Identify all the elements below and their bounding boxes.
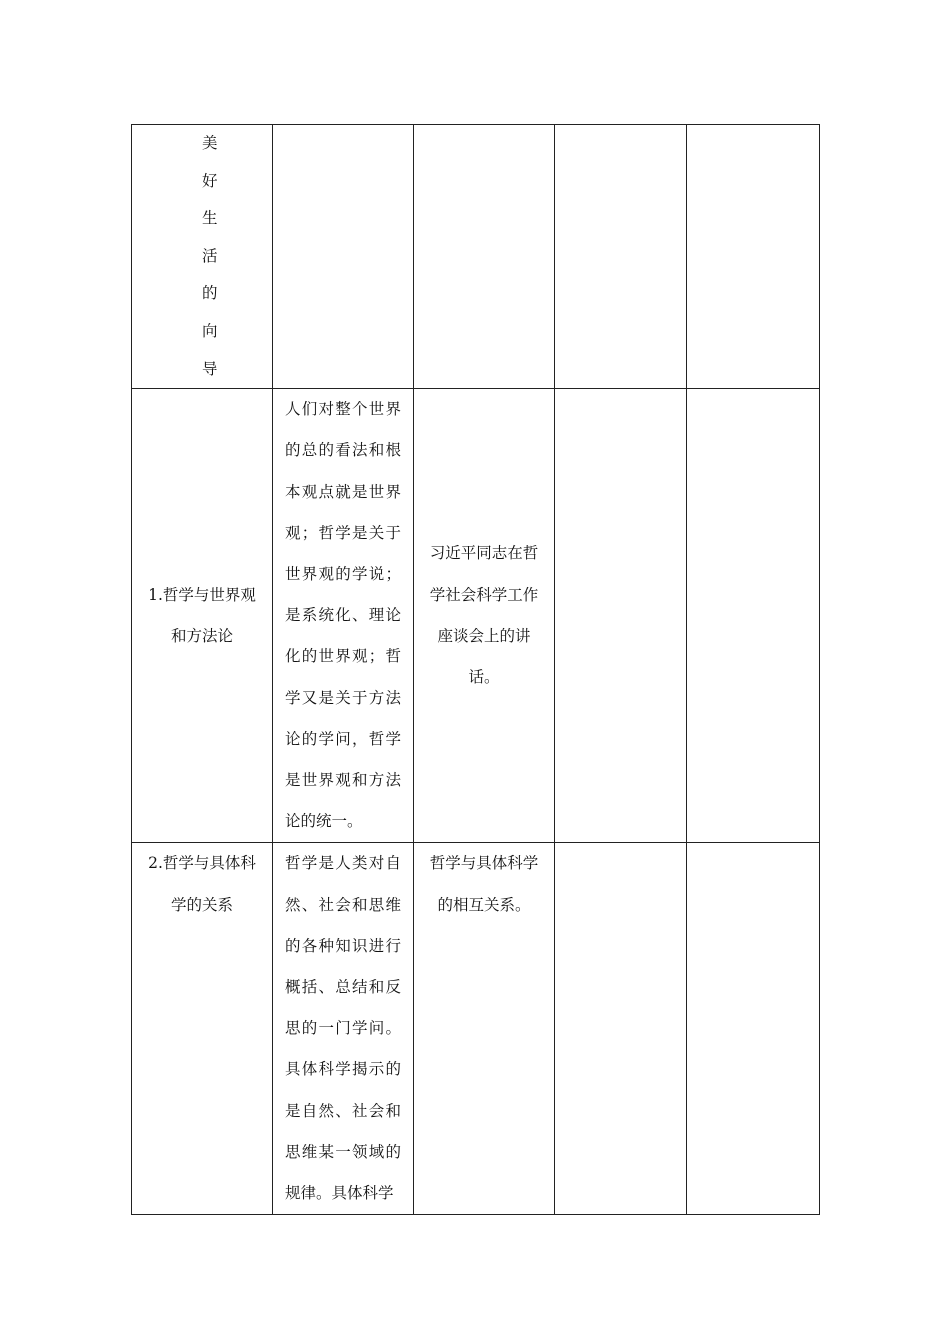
topic-cell: 1.哲学与世界观和方法论 [132, 389, 273, 843]
table-row [132, 125, 820, 389]
table-row [132, 389, 820, 843]
content-cell: 哲学是人类对自然、社会和思维的各种知识进行概括、总结和反思的一门学问。具体科学揭示的是自然、社会和思维某一领域的规律。具体科学 [273, 843, 414, 1215]
table-row [132, 843, 820, 1215]
empty-cell [687, 389, 820, 843]
empty-cell [687, 125, 820, 389]
material-cell: 哲学与具体科学的相互关系。 [414, 843, 555, 1215]
material-cell: 习近平同志在哲学社会科学工作座谈会上的讲话。 [414, 389, 555, 843]
content-cell [273, 125, 414, 389]
content-cell: 人们对整个世界的总的看法和根本观点就是世界观；哲学是关于世界观的学说；是系统化、理论化的世界观；哲学又是关于方法论的学问，哲学是世界观和方法论的统一。 [273, 389, 414, 843]
empty-cell [555, 843, 687, 1215]
curriculum-table [131, 124, 820, 1215]
unit-title-cell [132, 125, 273, 389]
unit-title: 美好生活的向导 [202, 134, 218, 378]
empty-cell [555, 389, 687, 843]
empty-cell [687, 843, 820, 1215]
empty-cell [555, 125, 687, 389]
material-cell [414, 125, 555, 389]
topic-cell: 2.哲学与具体科学的关系 [132, 843, 273, 1215]
